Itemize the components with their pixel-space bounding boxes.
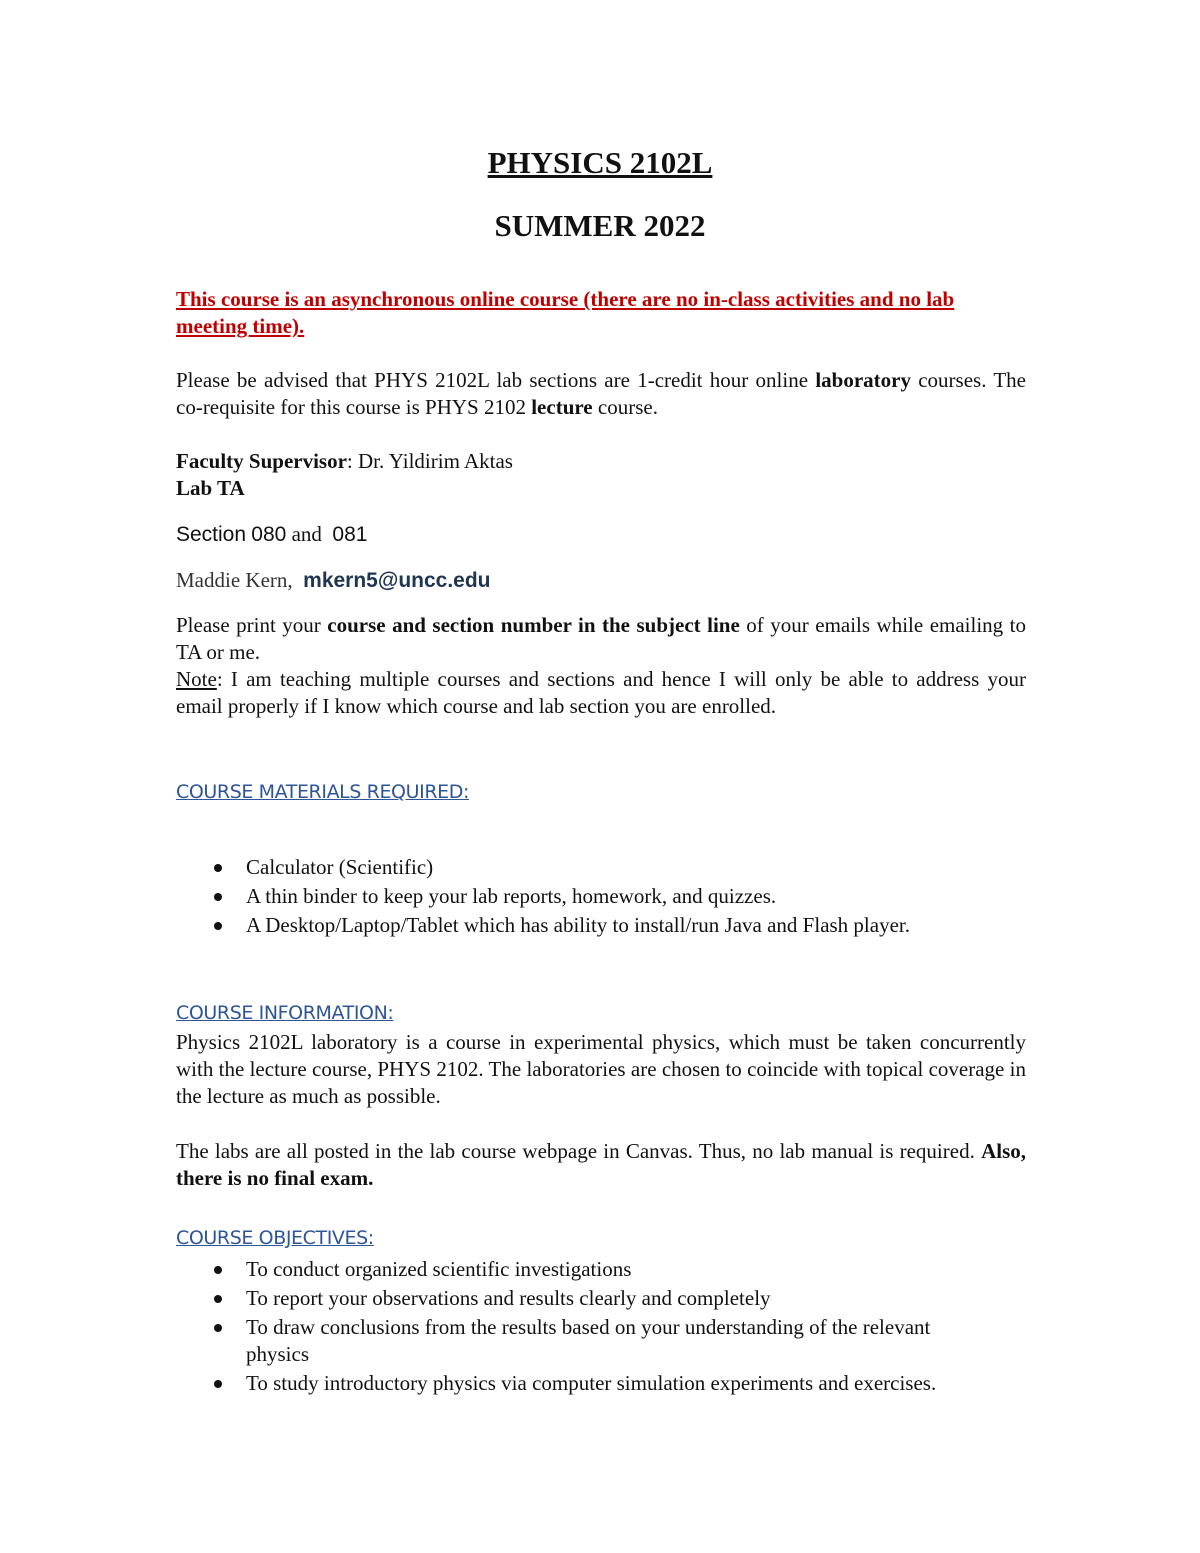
course-term: SUMMER 2022 xyxy=(494,208,706,243)
section-number-a: 080 xyxy=(251,523,287,546)
faculty-supervisor xyxy=(176,448,1026,475)
advisory-text-1: Please be advised that PHYS 2102L lab sections are 1-credit hour online xyxy=(176,368,816,392)
list-item: A thin binder to keep your lab reports, homework, and quizzes. xyxy=(176,883,1036,910)
bullet-icon xyxy=(214,893,222,901)
email-instruction-bold: course and section number in the subject line xyxy=(327,613,740,637)
advisory-text-3: course. xyxy=(592,395,658,419)
section-word: Section xyxy=(176,523,247,546)
bullet-icon xyxy=(214,1324,222,1332)
information-paragraph-2: The labs are all posted in the lab course webpage in Canvas. Thus, no lab manual is required. Also, there is no final exam. xyxy=(176,1139,1026,1190)
bullet-icon xyxy=(214,1266,222,1274)
lab-ta-label: Lab TA xyxy=(176,476,245,500)
note-text: : I am teaching multiple courses and sections and hence I will only be able to address your email properly if I know which course and lab section you are enrolled. xyxy=(176,667,1026,718)
section-and: and xyxy=(291,522,322,546)
objectives-heading: COURSE OBJECTIVES: xyxy=(176,1227,374,1249)
ta-email-link[interactable]: mkern5@uncc.edu xyxy=(303,569,491,592)
ta-contact xyxy=(176,567,1026,594)
ta-name: Maddie Kern, xyxy=(176,568,293,592)
bullet-icon xyxy=(214,1380,222,1388)
bullet-icon xyxy=(214,1295,222,1303)
materials-list xyxy=(176,854,1036,941)
async-notice: This course is an asynchronous online course (there are no in-class activities and no lab meeting time). xyxy=(176,287,955,338)
advisory-bold-2: lecture xyxy=(531,395,593,419)
section-number-b: 081 xyxy=(332,523,368,546)
list-item: A Desktop/Laptop/Tablet which has ability to install/run Java and Flash player. xyxy=(176,912,1036,939)
list-item: To report your observations and results clearly and completely xyxy=(176,1285,1036,1312)
note-label: Note xyxy=(176,667,217,691)
advisory-bold-1: laboratory xyxy=(815,368,911,392)
advisory-paragraph xyxy=(176,367,1026,421)
supervisor-label: Faculty Supervisor xyxy=(176,449,347,473)
bullet-icon xyxy=(214,864,222,872)
section-line xyxy=(176,521,1026,548)
list-item: To draw conclusions from the results based on your understanding of the relevant physics xyxy=(176,1314,1036,1368)
list-item: To study introductory physics via computer simulation experiments and exercises. xyxy=(176,1370,1036,1397)
supervisor-name: : Dr. Yildirim Aktas xyxy=(346,449,513,473)
materials-heading: COURSE MATERIALS REQUIRED: xyxy=(176,781,469,803)
no-final-exam: Also, there is no final exam. xyxy=(176,1139,1026,1190)
email-instruction: Please print your course and section number in the subject line of your emails while emailing to TA or me. Note: I am teaching multiple courses and sections and hence I will only be able to address your email properly if I know which course and lab section you are enrolled. xyxy=(176,613,1026,718)
list-item: Calculator (Scientific) xyxy=(176,854,1036,881)
information-heading: COURSE INFORMATION: xyxy=(176,1002,394,1024)
course-title: PHYSICS 2102L xyxy=(487,145,713,180)
information-paragraph-1: Physics 2102L laboratory is a course in experimental physics, which must be taken concurrently with the lecture course, PHYS 2102. The laboratories are chosen to coincide with topical coverage in the lecture as much as possible. xyxy=(176,1030,1026,1108)
list-item: To conduct organized scientific investigations xyxy=(176,1256,1036,1283)
objectives-list xyxy=(176,1256,1036,1399)
bullet-icon xyxy=(214,922,222,930)
advisory-text-2: courses. The co-requisite for this course is PHYS 2102 xyxy=(176,368,1027,419)
